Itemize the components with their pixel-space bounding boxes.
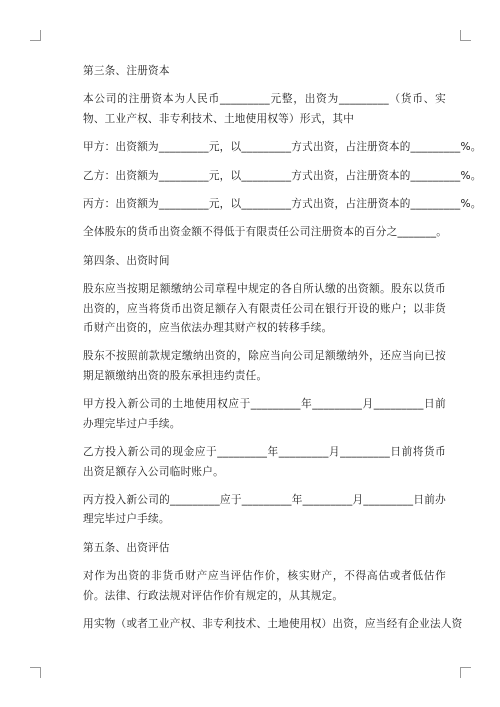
crop-mark-bottom-right: [460, 667, 471, 678]
article-3-party-a: 甲方：出资额为_________元，以_________方式出资，占注册资本的_________%。: [83, 141, 482, 154]
article-4-paragraph-1: 股东应当按期足额缴纳公司章程中规定的各自所认缴的出资额。股东以货币出资的，应当将货币出资足额存入有限责任公司在银行开设的账户；以非货币财产出资的，应当依法办理其财产权的转移手续。: [83, 283, 446, 335]
document-body: [62, 62, 482, 643]
article-3-party-b: 乙方：出资额为_________元，以_________方式出资，占注册资本的_________%。: [83, 169, 482, 182]
crop-mark-top-left: [30, 30, 41, 41]
article-4-paragraph-5: 丙方投入新公司的_________应于_________年_________月_________日前办理完毕过户手续。: [83, 493, 446, 526]
article-5-title: 第五条、出资评估: [83, 541, 170, 554]
article-3-capital: 本公司的注册资本为人民币_________元整，出资为_________（货币、实物、工业产权、非专利技术、土地使用权等）形式，其中: [83, 93, 446, 125]
crop-mark-top-right: [460, 30, 471, 41]
article-3-party-c: 丙方：出资额为_________元，以_________方式出资，占注册资本的_________%。: [83, 198, 482, 211]
article-3-title: 第三条、注册资本: [83, 65, 170, 77]
article-4-title: 第四条、出资时间: [83, 254, 170, 267]
article-4-paragraph-2: 股东不按照前款规定缴纳出资的，除应当向公司足额缴纳外，还应当向已按期足额缴纳出资的股东承担违约责任。: [83, 350, 446, 382]
article-3-cash-ratio: 全体股东的货币出资金额不得低于有限责任公司注册资本的百分之_______。: [83, 226, 448, 239]
crop-mark-bottom-left: [30, 667, 41, 678]
article-5-paragraph-2: 用实物（或者工业产权、非专利技术、土地使用权）出资，应当经有企业法人资: [83, 617, 463, 630]
article-5-paragraph-1: 对作为出资的非货币财产应当评估作价，核实财产，不得高估或者低估作价。法律、行政法规对评估作价有规定的，从其规定。: [83, 570, 446, 602]
article-4-paragraph-3: 甲方投入新公司的土地使用权应于_________年_________月_________日前办理完毕过户手续。: [83, 398, 446, 430]
article-4-paragraph-4: 乙方投入新公司的现金应于_________年_________月_________日前将货币出资足额存入公司临时账户。: [83, 446, 446, 478]
